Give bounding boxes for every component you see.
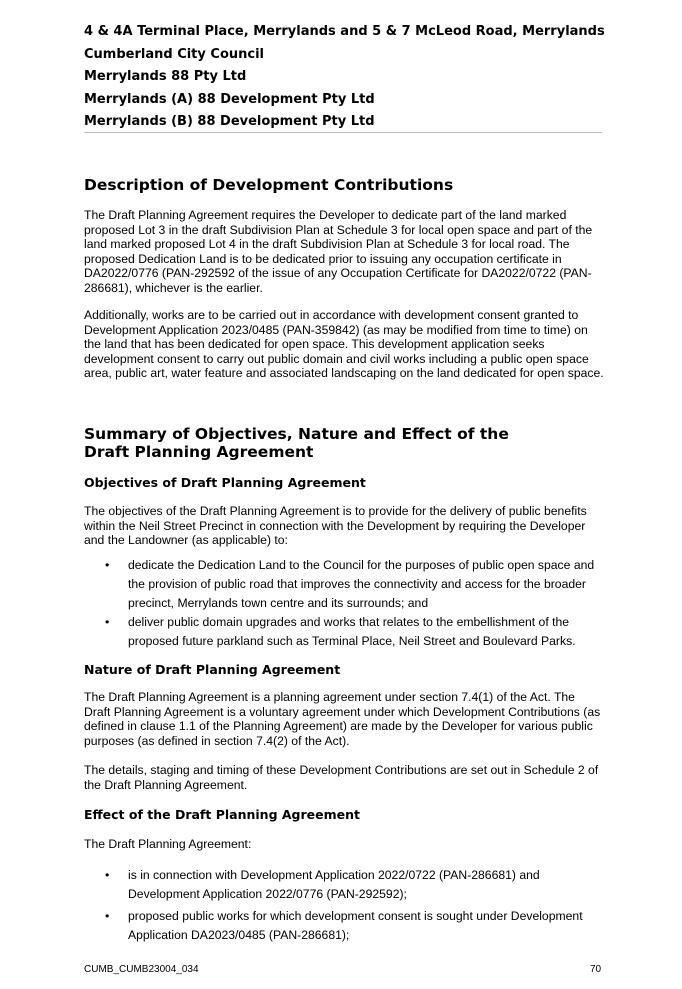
bullet-text: dedicate the Dedication Land to the Council for the purposes of public open space and the provision of public road that improves the connectivity and access for the broader precinct, Merrylands town centre and its surrounds; and	[128, 558, 595, 610]
bullet-marker: •	[105, 615, 110, 629]
header-party-2: Merrylands (A) 88 Development Pty Ltd	[84, 92, 375, 107]
header-council: Cumberland City Council	[84, 47, 265, 62]
header-address: 4 & 4A Terminal Place, Merrylands and 5 & 7 McLeod Road, Merrylands	[84, 24, 605, 39]
bullet-text: proposed public works for which development consent is sought under Development Application DA2023/0485 (PAN-286681);	[128, 909, 583, 942]
section-heading-description: Description of Development Contributions	[84, 176, 454, 194]
effect-intro: The Draft Planning Agreement:	[84, 837, 252, 851]
subheading-objectives: Objectives of Draft Planning Agreement	[84, 475, 366, 490]
bullet-text: is in connection with Development Application 2022/0722 (PAN-286681) and Development Application 2022/0776 (PAN-292592);	[128, 868, 540, 901]
header-party-1: Merrylands 88 Pty Ltd	[84, 69, 247, 84]
objectives-intro: The objectives of the Draft Planning Agreement is to provide for the delivery of public benefits within the Neil Street Precinct in connection with the Development by requiring the Developer and the Landowner (as applicable) to:	[84, 504, 587, 548]
header-party-3: Merrylands (B) 88 Development Pty Ltd	[84, 114, 375, 129]
description-paragraph-2: Additionally, works are to be carried out in accordance with development consent granted to Development Application 2023/0485 (PAN-359842) (as may be modified from time to time) on the land that has been dedicated for open space. This development application seeks development consent to carry out public domain and civil works including a public open space area, public art, water feature and associated landscaping on the land dedicated for open space.	[84, 308, 604, 381]
bullet-text: deliver public domain upgrades and works that relates to the embellishment of the proposed future parkland such as Terminal Place, Neil Street and Boulevard Parks.	[128, 615, 576, 648]
description-paragraph-1: The Draft Planning Agreement requires the Developer to dedicate part of the land marked proposed Lot 3 in the draft Subdivision Plan at Schedule 3 for local open space and part of the land marked proposed Lot 4 in the draft Subdivision Plan at Schedule 3 for local road. The proposed Dedication Land is to be dedicated prior to issuing any occupation certificate in DA2022/0776 (PAN-292592 of the issue of any Occupation Certificate for DA2022/0722 (PAN-286681), whichever is the earlier.	[84, 208, 593, 295]
bullet-marker: •	[105, 909, 110, 923]
footer-page-number: 70	[590, 964, 602, 975]
header-divider	[84, 132, 602, 133]
section-heading-summary: Summary of Objectives, Nature and Effect of the Draft Planning Agreement	[84, 425, 509, 461]
footer-doc-id: CUMB_CUMB23004_034	[84, 964, 199, 975]
subheading-nature: Nature of Draft Planning Agreement	[84, 662, 341, 677]
nature-paragraph-1: The Draft Planning Agreement is a planning agreement under section 7.4(1) of the Act. The Draft Planning Agreement is a voluntary agreement under which Development Contributions (as defined in clause 1.1 of the Planning Agreement) are made by the Developer for various public purposes (as defined in section 7.4(2) of the Act).	[84, 690, 601, 748]
bullet-marker: •	[105, 868, 110, 882]
subheading-effect: Effect of the Draft Planning Agreement	[84, 807, 360, 822]
bullet-marker: •	[105, 558, 110, 572]
nature-paragraph-2: The details, staging and timing of these Development Contributions are set out in Schedule 2 of the Draft Planning Agreement.	[84, 763, 599, 792]
